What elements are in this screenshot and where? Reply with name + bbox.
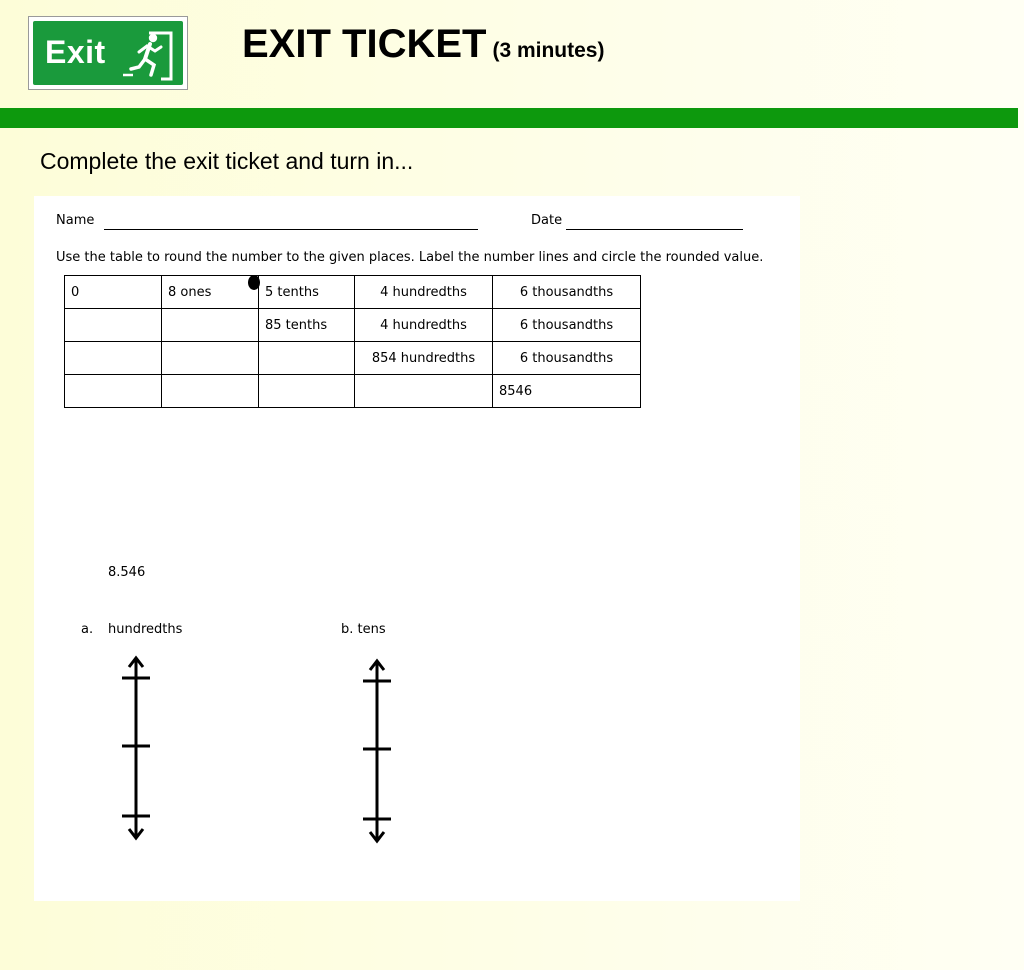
table-cell [65,342,162,375]
page-title [242,22,604,67]
exit-sign-logo [28,16,188,90]
table-cell [162,309,259,342]
table-cell [162,342,259,375]
table-cell: 854 hundredths [355,342,493,375]
table-cell: 4 hundredths [355,309,493,342]
table-cell: 6 thousandths [493,342,641,375]
worksheet [34,196,800,901]
table-cell: 0 [65,276,162,309]
title-main: EXIT TICKET [242,22,487,66]
worksheet-directions: Use the table to round the number to the given places. Label the number lines and circle the rounded value. [56,250,764,265]
table-cell [65,309,162,342]
table-row [65,276,641,309]
table-row [65,309,641,342]
place-value-table [64,275,641,408]
table-row [65,342,641,375]
date-label: Date [531,213,563,228]
name-line [104,229,478,230]
table-cell [65,375,162,408]
name-label: Name [56,213,95,228]
part-a-letter: a. [81,622,94,637]
part-a-label: hundredths [108,622,183,637]
exit-sign-text: Exit [45,34,106,70]
table-cell [162,375,259,408]
title-subtitle: (3 minutes) [492,39,605,62]
exit-sign [33,21,183,85]
table-cell: 8 ones [162,276,259,309]
table-cell: 5 tenths [259,276,355,309]
date-line [566,229,743,230]
running-man-icon [121,25,177,83]
table-row [65,375,641,408]
part-b-label: b. tens [341,622,386,637]
table-cell: 4 hundredths [355,276,493,309]
table-cell: 85 tenths [259,309,355,342]
table-cell: 6 thousandths [493,309,641,342]
instruction-text: Complete the exit ticket and turn in... [40,148,414,174]
header-divider-bar [0,108,1018,128]
number-to-round: 8.546 [108,565,146,580]
ink-dot-mark [248,275,260,290]
table-cell: 6 thousandths [493,276,641,309]
number-line-b [361,657,393,847]
table-cell [259,375,355,408]
number-line-a [120,654,152,844]
table-cell: 8546 [493,375,641,408]
table-cell [355,375,493,408]
table-cell [259,342,355,375]
